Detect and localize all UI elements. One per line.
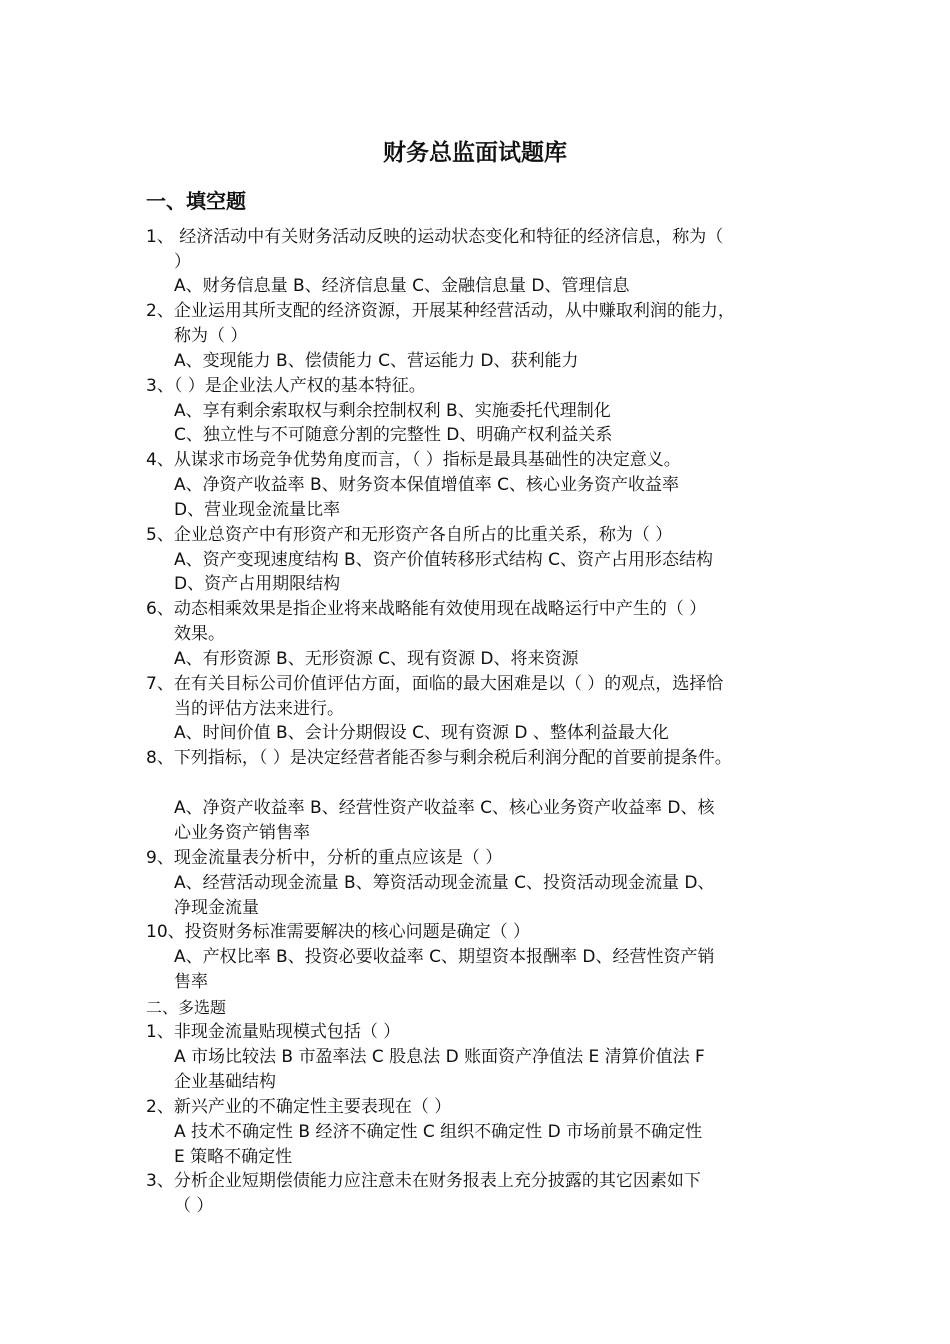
question-options: A、时间价值 B、会计分期假设 C、现有资源 D 、整体利益最大化	[174, 723, 669, 743]
question-text: 3、（ ）是企业法人产权的基本特征。	[146, 376, 426, 396]
question-options: A 市场比较法 B 市盈率法 C 股息法 D 账面资产净值法 E 清算价值法 F	[174, 1047, 705, 1067]
section-heading-fill-in: 一、填空题	[146, 189, 246, 213]
question-options: 心业务资产销售率	[174, 823, 310, 843]
question-options: C、独立性与不可随意分割的完整性 D、明确产权利益关系	[174, 425, 613, 445]
question-text: 3、分析企业短期偿债能力应注意未在财务报表上充分披露的其它因素如下	[146, 1171, 701, 1191]
question-text: 8、下列指标，（ ）是决定经营者能否参与剩余税后利润分配的首要前提条件。	[146, 748, 732, 768]
page-title: 财务总监面试题库	[383, 140, 567, 166]
question-options: A、资产变现速度结构 B、资产价值转移形式结构 C、资产占用形态结构	[174, 550, 713, 570]
question-options: A、净资产收益率 B、经营性资产收益率 C、核心业务资产收益率 D、核	[174, 798, 715, 818]
question-options: 售率	[174, 972, 208, 992]
question-text: 4、从谋求市场竞争优势角度而言，（ ）指标是最具基础性的决定意义。	[146, 450, 681, 470]
question-options: 净现金流量	[174, 898, 259, 918]
question-options: A、净资产收益率 B、财务资本保值增值率 C、核心业务资产收益率	[174, 475, 679, 495]
question-text: 2、企业运用其所支配的经济资源，开展某种经营活动，从中赚取利润的能力，	[146, 301, 735, 321]
question-options: A、财务信息量 B、经济信息量 C、金融信息量 D、管理信息	[174, 276, 630, 296]
question-options: A、产权比率 B、投资必要收益率 C、期望资本报酬率 D、经营性资产销	[174, 947, 715, 967]
question-text: 9、现金流量表分析中，分析的重点应该是（ ）	[146, 848, 503, 868]
question-text: 2、新兴产业的不确定性主要表现在（ ）	[146, 1097, 452, 1117]
question-options: 企业基础结构	[174, 1072, 276, 1092]
question-text: 1、 经济活动中有关财务活动反映的运动状态变化和特征的经济信息，称为（	[146, 227, 724, 247]
question-text: 6、动态相乘效果是指企业将来战略能有效使用现在战略运行中产生的（ ）	[146, 599, 707, 619]
question-text: 称为（ ）	[174, 326, 248, 346]
question-options: A、变现能力 B、偿债能力 C、营运能力 D、获利能力	[174, 351, 579, 371]
question-text: （ ）	[174, 1196, 214, 1216]
question-text: 10、投资财务标准需要解决的核心问题是确定（ ）	[146, 922, 531, 942]
question-options: A、经营活动现金流量 B、筹资活动现金流量 C、投资活动现金流量 D、	[174, 873, 715, 893]
section-heading-multiple-choice: 二、多选题	[146, 998, 227, 1017]
question-options: D、资产占用期限结构	[174, 574, 341, 594]
question-options: A 技术不确定性 B 经济不确定性 C 组织不确定性 D 市场前景不确定性	[174, 1122, 703, 1142]
question-text: 效果。	[174, 624, 225, 644]
question-text: ）	[174, 252, 191, 272]
question-options: E 策略不确定性	[174, 1147, 293, 1167]
question-text: 5、企业总资产中有形资产和无形资产各自所占的比重关系，称为（ ）	[146, 525, 673, 545]
question-text: 当的评估方法来进行。	[174, 699, 344, 719]
question-options: A、享有剩余索取权与剩余控制权利 B、实施委托代理制化	[174, 401, 611, 421]
question-text: 1、非现金流量贴现模式包括（ ）	[146, 1022, 401, 1042]
question-options: A、有形资源 B、无形资源 C、现有资源 D、将来资源	[174, 649, 579, 669]
question-text: 7、在有关目标公司价值评估方面，面临的最大困难是以（ ）的观点，选择恰	[146, 674, 724, 694]
question-options: D、营业现金流量比率	[174, 500, 341, 520]
